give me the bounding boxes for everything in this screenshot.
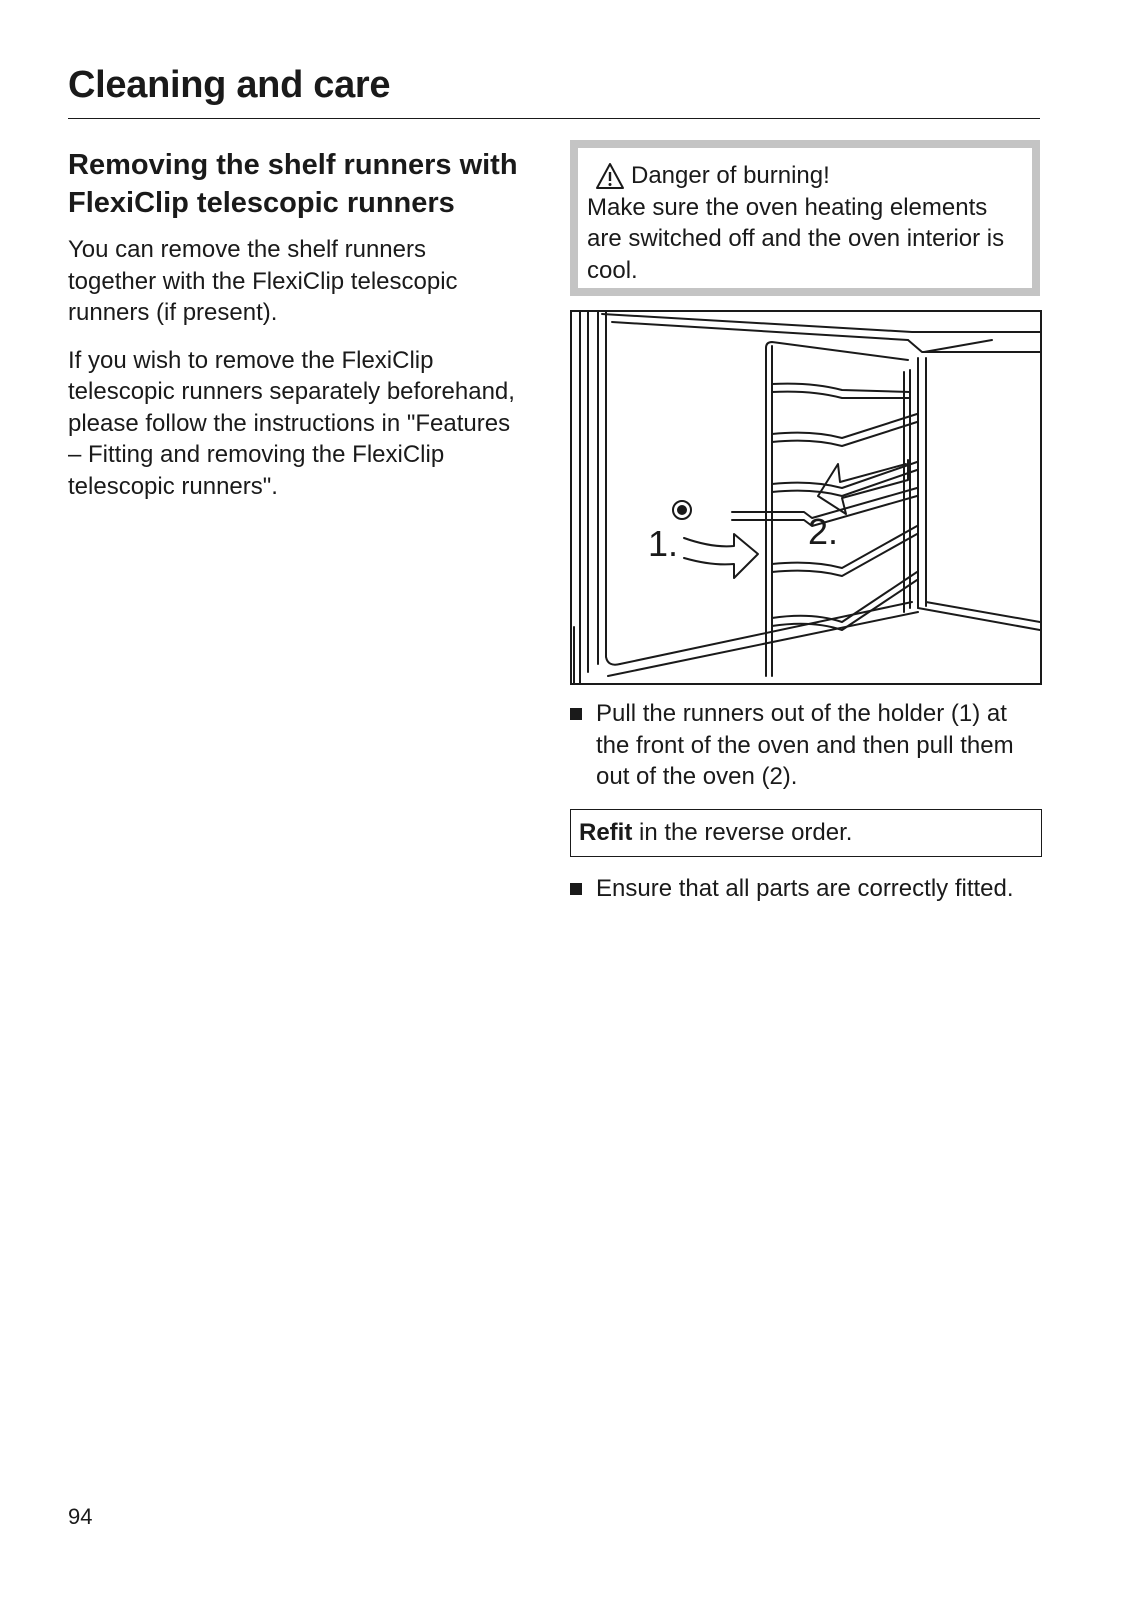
warning-heading: Danger of burning! (631, 162, 830, 189)
step-2-label: 2. (808, 511, 839, 552)
left-column (68, 146, 518, 518)
page-title: Cleaning and care (68, 64, 391, 106)
warning-text: Make sure the oven heating elements are switched off and the oven interior is cool. (587, 193, 1005, 284)
page-number: 94 (68, 1504, 93, 1529)
oven-runner-illustration (570, 310, 1042, 685)
bullet-icon (570, 708, 582, 720)
instructions-paragraph: If you wish to remove the FlexiClip telescopic runners separately beforehand, please follow the instructions in "Features – Fitting and removing the FlexiClip telescopic runners". (68, 346, 515, 500)
warning-triangle-icon (595, 162, 625, 190)
list-item (570, 873, 1042, 905)
section-title: Removing the shelf runners with FlexiClip telescopic runners (68, 149, 518, 219)
list-item (570, 698, 1042, 793)
step-1-label: 1. (648, 523, 679, 564)
header-divider (68, 118, 1040, 119)
refit-note (570, 809, 1042, 857)
intro-paragraph: You can remove the shelf runners together with the FlexiClip telescopic runners (if present). (68, 236, 458, 326)
note-bold: Refit (579, 818, 633, 846)
step-text: Pull the runners out of the holder (1) at the front of the oven and then pull them out of the oven (2). (596, 700, 1014, 790)
instruction-steps (570, 698, 1042, 904)
bullet-icon (570, 883, 582, 895)
warning-box (570, 140, 1040, 296)
step-text: Ensure that all parts are correctly fitted. (596, 874, 1014, 902)
note-text: in the reverse order. (632, 818, 853, 846)
